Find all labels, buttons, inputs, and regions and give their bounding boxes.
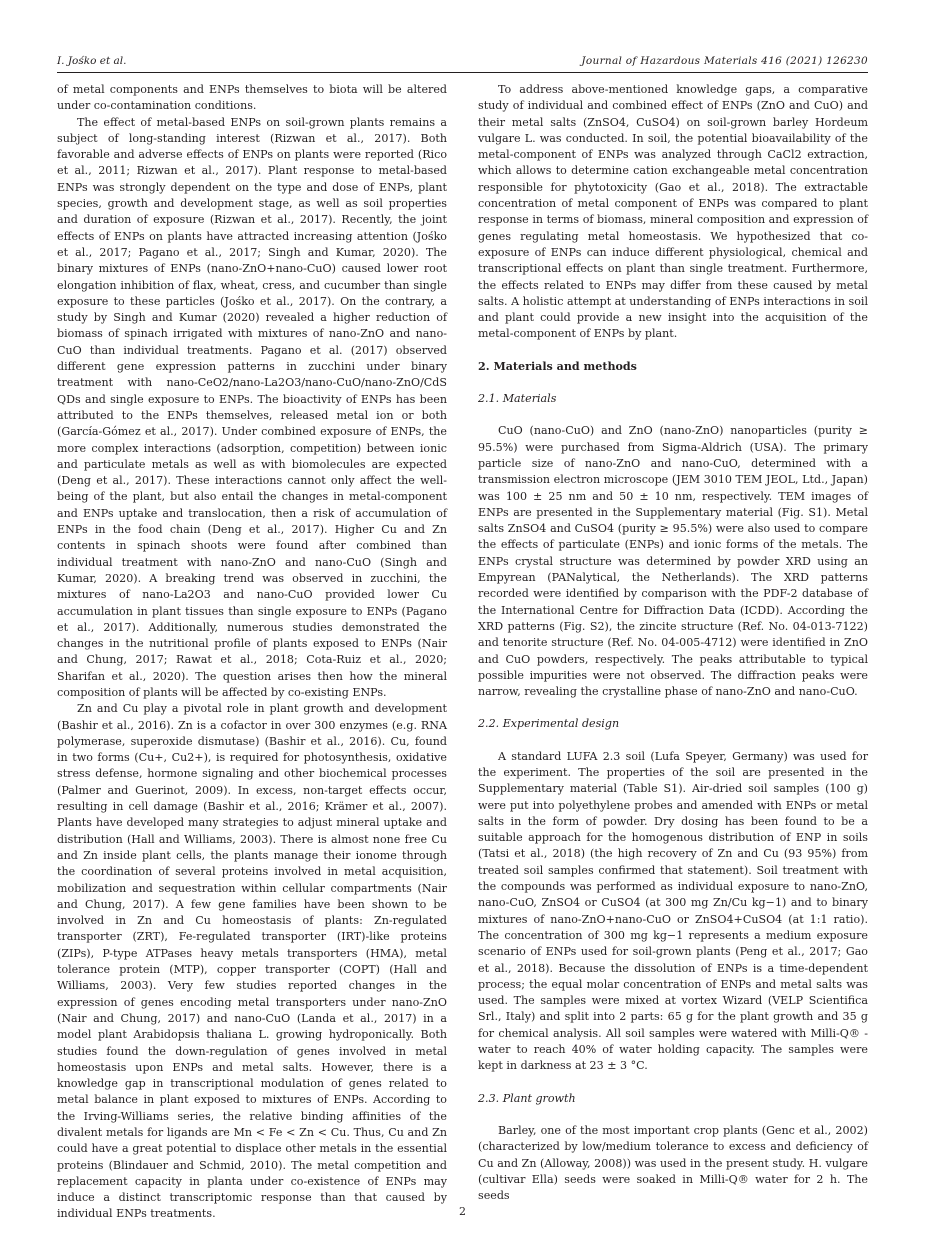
paragraph-materials: CuO (nano-CuO) and ZnO (nano-ZnO) nanoparticles (purity ≥ 95.5%) were purchased from Sigma-Aldrich (USA). The primary particle size of nano-ZnO and nano-CuO, determined with a transmission electron microscope (JEM 3010 TEM JEOL, Ltd., Japan) was 100 ± 25 nm and 50 ± 10 nm, respectively. TEM images of ENPs are presented in the Supplementary material (Fig. S1). Metal salts ZnSO4 and CuSO4 (purity ≥ 95.5%) were also used to compare the effects of particulate (ENPs) and ionic forms of the metals. The ENPs crystal structure was determined by powder XRD using an Empyrean (PANalytical, the Netherlands). The XRD patterns recorded were identified by comparison with the PDF-2 database of the International Centre for Diffraction Data (ICDD). According the XRD patterns (Fig. S2), the zincite structure (Ref. No. 04-013-7122) and tenorite structure (Ref. No. 04-005-4712) were identified in ZnO and CuO powders, respectively. The peaks attributable to typical possible impurities were not observed. The diffraction peaks were narrow, revealing the crystalline phase of nano-ZnO and nano-CuO. — [478, 424, 868, 699]
right-column — [478, 82, 868, 1204]
page-number: 2 — [459, 1205, 466, 1218]
subsection-heading-design: 2.2. Experimental design — [478, 717, 620, 731]
running-header-journal: Journal of Hazardous Materials 416 (2021) 126230 — [581, 55, 868, 67]
subsection-heading-growth: 2.3. Plant growth — [478, 1091, 576, 1105]
paragraph-zn-cu-role: Zn and Cu play a pivotal role in plant growth and development (Bashir et al., 2016). Zn is a cofactor in over 300 enzymes (e.g. RNA polymerase, superoxide dismutase) (Bashir et al., 2016). Cu, found in two forms (Cu+, Cu2+), is required for photosynthesis, oxidative stress defense, hormone signaling and other biochemical processes (Palmer and Guerinot, 2009). In excess, non-target effects occur, resulting in cell damage (Bashir et al., 2016; Krämer et al., 2007). Plants have developed many strategies to adjust mineral uptake and distribution (Hall and Williams, 2003). There is almost none free Cu and Zn inside plant cells, the plants manage their ionome through the coordination of several proteins involved in metal acquisition, mobilization and sequestration within cellular compartments (Nair and Chung, 2017). A few gene families have been shown to be involved in Zn and Cu homeostasis of plants: Zn-regulated transporter (ZRT), Fe-regulated transporter (IRT)-like proteins (ZIPs), P-type ATPases heavy metals transporters (HMA), metal tolerance protein (MTP), copper transporter (COPT) (Hall and Williams, 2003). Very few studies reported changes in the expression of genes encoding metal transporters under nano-ZnO (Nair and Chung, 2017) and nano-CuO (Landa et al., 2017) in a model plant Arabidopsis thaliana L. growing hydroponically. Both studies found the down-regulation of genes involved in metal homeostasis upon ENPs and metal salts. However, there is a knowledge gap in transcriptional modulation of genes related to metal balance in plant exposed to mixtures of ENPs. According to the Irving-Williams series, the relative binding affinities of the divalent metals for ligands are Mn < Fe < Zn < Cu. Thus, Cu and Zn could have a great potential to displace other metals in the essential proteins (Blindauer and Schmid, 2010). The metal competition and replacement capacity in planta under co-existence of ENPs may induce a distinct transcriptomic response than that caused by individual ENPs treatments. — [57, 702, 447, 1221]
paragraph-continuation: of metal components and ENPs themselves to biota will be altered under co-contamination conditions. — [57, 83, 447, 113]
subsection-heading-materials: 2.1. Materials — [478, 392, 557, 406]
section-heading-methods: 2. Materials and methods — [478, 359, 637, 373]
paragraph-design: A standard LUFA 2.3 soil (Lufa Speyer, Germany) was used for the experiment. The properties of the soil are presented in the Supplementary material (Table S1). Air-dried soil samples (100 g) were put into polyethylene probes and amended with ENPs or metal salts in the form of powder. Dry dosing has been found to be a suitable approach for the homogenous distribution of ENP in soils (Tatsi et al., 2018) (the high recovery of Zn and Cu (93 95%) from treated soil samples confirmed that statement). Soil treatment with the compounds was performed as individual exposure to nano-ZnO, nano-CuO, ZnSO4 or CuSO4 (at 300 mg Zn/Cu kg−1) and to binary mixtures of nano-ZnO+nano-CuO or ZnSO4+CuSO4 (at 1:1 ratio). The concentration of 300 mg kg−1 represents a medium exposure scenario of ENPs used for soil-grown plants (Peng et al., 2017; Gao et al., 2018). Because the dissolution of ENPs is a time-dependent process; the equal molar concentration of ENPs and metal salts was used. The samples were mixed at vortex Wizard (VELP Scientifica Srl., Italy) and split into 2 parts: 65 g for the plant growth and 35 g for chemical analysis. All soil samples were watered with Milli-Q® -water to reach 40% of water holding capacity. The samples were kept in darkness at 23 ± 3 °C. — [478, 749, 868, 1073]
paragraph-enp-effects: The effect of metal-based ENPs on soil-grown plants remains a subject of long-standing interest (Rizwan et al., 2017). Both favorable and adverse effects of ENPs on plants were reported (Rico et al., 2011; Rizwan et al., 2017). Plant response to metal-based ENPs was strongly dependent on the type and dose of ENPs, plant species, growth and development stage, as well as soil properties and duration of exposure (Rizwan et al., 2017). Recently, the joint effects of ENPs on plants have attracted increasing attention (Jośko et al., 2017; Pagano et al., 2017; Singh and Kumar, 2020). The binary mixtures of ENPs (nano-ZnO+nano-CuO) caused lower root elongation inhibition of flax, wheat, cress, and cucumber than single exposure to these particles (Jośko et al., 2017). On the contrary, a study by Singh and Kumar (2020) revealed a higher reduction of biomass of spinach irrigated with mixtures of nano-ZnO and nano-CuO than individual treatments. Pagano et al. (2017) observed different gene expression patterns in zucchini under binary treatment with nano-CeO2/nano-La2O3/nano-CuO/nano-ZnO/CdS QDs and single exposure to ENPs. The bioactivity of ENPs has been attributed to the ENPs themselves, released metal ion or both (García-Gómez et al., 2017). Under combined exposure of ENPs, the more complex interactions (adsorption, competition) between ionic and particulate metals as well as with biomolecules are expected (Deng et al., 2017). These interactions cannot only affect the well-being of the plant, but also entail the changes in metal-component and ENPs uptake and translocation, then a risk of accumulation of ENPs in the food chain (Deng et al., 2017). Higher Cu and Zn contents in spinach shoots were found after combined than individual treatment with nano-ZnO and nano-CuO (Singh and Kumar, 2020). A breaking trend was observed in zucchini, the mixtures of nano-La2O3 and nano-CuO provided lower Cu accumulation in plant tissues than single exposure to ENPs (Pagano et al., 2017). Additionally, numerous studies demonstrated the changes in the nutritional profile of plants exposed to ENPs (Nair and Chung, 2017; Rawat et al., 2018; Cota-Ruiz et al., 2020; Sharifan et al., 2020). The question arises then how the mineral composition of plants will be affected by co-existing ENPs. — [57, 115, 447, 699]
header-rule — [57, 72, 868, 73]
paragraph-growth: Barley, one of the most important crop plants (Genc et al., 2002) (characterized by low/medium tolerance to excess and deficiency of Cu and Zn (Alloway, 2008)) was used in the present study. H. vulgare (cultivar Ella) seeds were soaked in Milli-Q® water for 2 h. The seeds — [478, 1123, 868, 1203]
running-header-author: I. Jośko et al. — [57, 55, 127, 67]
paragraph-aims: To address above-mentioned knowledge gaps, a comparative study of individual and combined effect of ENPs (ZnO and CuO) and their metal salts (ZnSO4, CuSO4) on soil-grown barley Hordeum vulgare L. was conducted. In soil, the potential bioavailability of the metal-component of ENPs was analyzed through CaCl2 extraction, which allows to determine cation exchangeable metal concentration responsible for phytotoxicity (Gao et al., 2018). The extractable concentration of metal component of ENPs was compared to plant response in terms of biomass, mineral composition and expression of genes regulating metal homeostasis. We hypothesized that co-exposure of ENPs can induce different physiological, chemical and transcriptional effects on plant than single treatment. Furthermore, the effects related to ENPs may differ from these caused by metal salts. A holistic attempt at understanding of ENPs interactions in soil and plant could provide a new insight into the acquisition of the metal-component of ENPs by plant. — [478, 83, 868, 341]
left-column — [57, 82, 447, 1223]
